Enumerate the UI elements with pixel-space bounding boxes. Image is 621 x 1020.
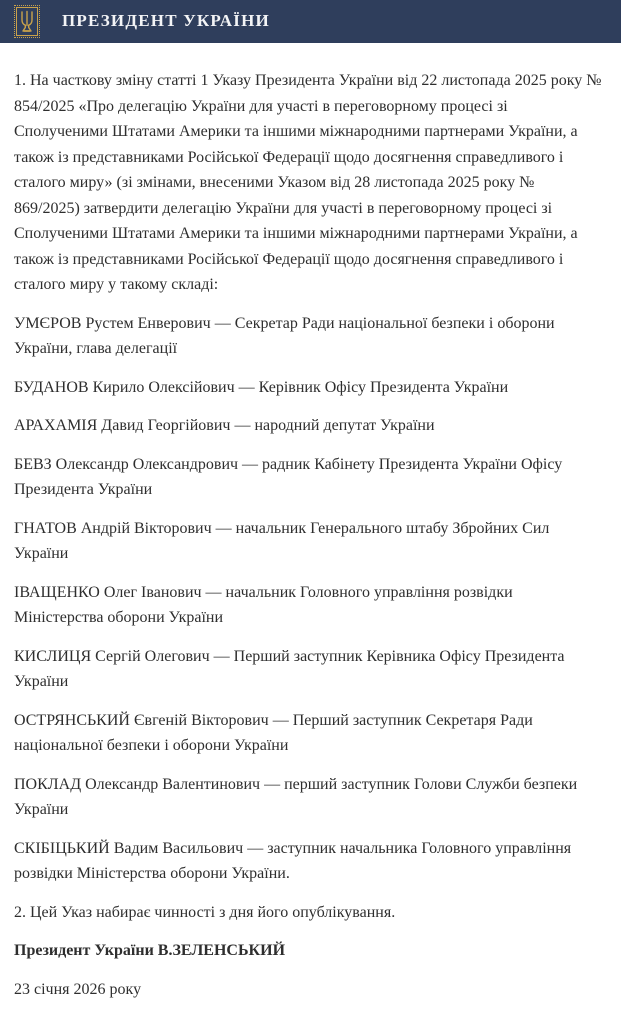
delegation-entry: ПОКЛАД Олександр Валентинович — перший заступник Голови Служби безпеки України: [14, 775, 578, 818]
header-bar: [0, 0, 621, 43]
delegation-list: [14, 311, 603, 887]
delegation-entry: ОСТРЯНСЬКИЙ Євгеній Вікторович — Перший заступник Секретаря Ради національної безпеки і оборони України: [14, 711, 533, 754]
delegation-entry: БУДАНОВ Кирило Олексійович — Керівник Офісу Президента України: [14, 378, 509, 396]
delegation-entry: ІВАЩЕНКО Олег Іванович — начальник Головного управління розвідки Міністерства оборони України: [14, 583, 513, 626]
signature-line: Президент України В.ЗЕЛЕНСЬКИЙ: [14, 942, 286, 959]
header-title: ПРЕЗИДЕНТ УКРАЇНИ: [62, 11, 270, 30]
decree-paragraph-2: 2. Цей Указ набирає чинності з дня його опублікування.: [14, 903, 396, 921]
delegation-entry: СКІБІЦЬКИЙ Вадим Васильович — заступник начальника Головного управління розвідки Міністерства оборони України.: [14, 839, 572, 882]
date-line: 23 січня 2026 року: [14, 980, 142, 998]
delegation-entry: УМЄРОВ Рустем Енверович — Секретар Ради національної безпеки і оборони України, глава делегації: [14, 314, 555, 357]
delegation-entry: ГНАТОВ Андрій Вікторович — начальник Генерального штабу Збройних Сил України: [14, 519, 550, 562]
delegation-entry: БЕВЗ Олександр Олександрович — радник Кабінету Президента України Офісу Президента України: [14, 455, 563, 498]
delegation-entry: КИСЛИЦЯ Сергій Олегович — Перший заступник Керівника Офісу Президента України: [14, 647, 565, 690]
decree-document: [0, 43, 621, 1020]
emblem-frame: [14, 5, 40, 38]
delegation-entry: АРАХАМІЯ Давид Георгійович — народний депутат України: [14, 417, 435, 434]
ukraine-trident-icon: [16, 7, 38, 36]
decree-paragraph-1: 1. На часткову зміну статті 1 Указу Президента України від 22 листопада 2025 року № 854/2025 «Про делегацію України для участі в переговорному процесі зі Сполученими Штатами Америки та іншими міжнародними партнерами України, а також із представниками Російської Федерації щодо досягнення справедливого і сталого миру» (зі змінами, внесеними Указом від 28 листопада 2025 року № 869/2025) затвердити делегацію України для участі в переговорному процесі зі Сполученими Штатами Америки та іншими міжнародними партнерами України, а також із представниками Російської Федерації щодо досягнення справедливого і сталого миру у такому складі:: [14, 72, 602, 293]
